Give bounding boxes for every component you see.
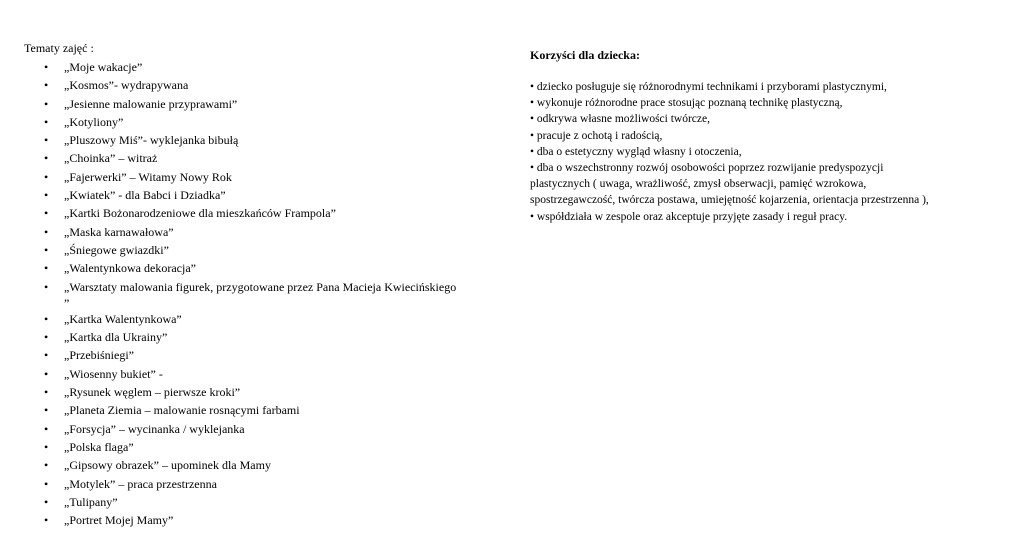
- bullet-icon: •: [44, 279, 49, 294]
- list-item: [24, 401, 534, 419]
- list-item: [24, 456, 534, 474]
- topic-label: „Jesienne malowanie przyprawami”: [64, 96, 238, 111]
- bullet-icon: •: [44, 133, 49, 148]
- bullet-icon: •: [44, 261, 49, 276]
- list-item: [24, 113, 534, 131]
- topics-title: Tematy zajęć :: [24, 41, 94, 55]
- list-item: [24, 438, 534, 456]
- bullet-icon: •: [44, 169, 49, 184]
- topic-label: „Portret Mojej Mamy”: [64, 513, 174, 528]
- list-item: [24, 493, 534, 511]
- topic-label: „Wiosenny bukiet” -: [64, 366, 163, 381]
- bullet-icon: •: [44, 60, 49, 74]
- topic-label: „Gipsowy obrazek” – upominek dla Mamy: [64, 458, 271, 473]
- topic-label: „Forsycja” – wycinanka / wyklejanka: [64, 421, 245, 436]
- topic-label: „Rysunek węglem – pierwsze kroki”: [64, 385, 241, 400]
- list-item: [24, 383, 534, 401]
- topic-label: „Śniegowe gwiazdki”: [64, 242, 169, 257]
- topic-label: „Tulipany”: [64, 494, 118, 509]
- bullet-icon: •: [44, 385, 49, 400]
- benefit-line: • dziecko posługuje się różnorodnymi technikami i przyborami plastycznymi,: [530, 81, 887, 93]
- list-item: [24, 475, 534, 493]
- topic-label: „Planeta Ziemia – malowanie rosnącymi farbami: [64, 403, 300, 418]
- topic-label-continuation: ”: [64, 295, 70, 310]
- benefit-line: plastycznych ( uwaga, wrażliwość, zmysł obserwacji, pamięć wzrokowa,: [530, 178, 867, 191]
- bullet-icon: •: [44, 96, 49, 111]
- topic-label: „Warsztaty malowania figurek, przygotowane przez Pana Macieja Kwiecińskiego: [64, 279, 457, 294]
- bullet-icon: •: [44, 403, 49, 418]
- bullet-icon: •: [44, 458, 49, 473]
- bullet-icon: •: [44, 242, 49, 257]
- list-item: [24, 186, 534, 204]
- list-item: [24, 420, 534, 438]
- benefit-line: • pracuje z ochotą i radością,: [530, 129, 663, 142]
- bullet-icon: •: [44, 421, 49, 436]
- benefit-line: spostrzegawczość, twórcza postawa, umiejętność kojarzenia, orientacja przestrzenna ),: [530, 194, 929, 207]
- topic-label: „Pluszowy Miś”- wyklejanka bibułą: [64, 133, 239, 148]
- bullet-icon: •: [44, 513, 49, 528]
- topic-label: „Walentynkowa dekoracja”: [64, 261, 196, 276]
- bullet-icon: •: [44, 78, 49, 93]
- bullet-icon: •: [44, 188, 49, 203]
- list-item: [24, 328, 534, 346]
- topics-section: [24, 40, 534, 529]
- list-item: [24, 365, 534, 383]
- list-item: [24, 168, 534, 186]
- benefit-line: • odkrywa własne możliwości twórcze,: [530, 113, 710, 126]
- topic-label: „Maska karnawałowa”: [64, 224, 174, 239]
- bullet-icon: •: [44, 224, 49, 239]
- list-item: [24, 149, 534, 167]
- topic-label: „Moje wakacje”: [64, 60, 143, 74]
- topic-label: „Fajerwerki” – Witamy Nowy Rok: [64, 169, 232, 184]
- bullet-icon: •: [44, 114, 49, 129]
- list-item: [24, 241, 534, 259]
- list-item: [24, 204, 534, 222]
- list-item: [24, 346, 534, 364]
- benefits-heading: Korzyści dla dziecka:: [530, 48, 640, 62]
- bullet-icon: •: [44, 348, 49, 363]
- topic-label: „Kwiatek” - dla Babci i Dziadka”: [64, 188, 226, 203]
- topic-label: „Polska flaga”: [64, 439, 134, 454]
- topic-label: „Choinka” – witraż: [64, 151, 158, 166]
- bullet-icon: •: [44, 476, 49, 491]
- bullet-icon: •: [44, 206, 49, 221]
- list-item: [24, 259, 534, 277]
- list-item: [24, 95, 534, 113]
- bullet-icon: •: [44, 439, 49, 454]
- list-item: [24, 58, 534, 76]
- list-item: [24, 131, 534, 149]
- topics-list: [24, 58, 534, 529]
- list-item: [24, 310, 534, 328]
- topic-label: „Kartka Walentynkowa”: [64, 311, 182, 326]
- bullet-icon: •: [44, 311, 49, 326]
- topic-label: „Kosmos”- wydrapywana: [64, 78, 189, 93]
- bullet-icon: •: [44, 494, 49, 509]
- benefit-line: • dba o estetyczny wygląd własny i otoczenia,: [530, 145, 742, 158]
- benefit-line: • dba o wszechstronny rozwój osobowości poprzez rozwijanie predyspozycji: [530, 162, 884, 175]
- topic-label: „Kotyliony”: [64, 114, 124, 129]
- topic-label: „Kartki Bożonarodzeniowe dla mieszkańców Frampola”: [64, 206, 336, 221]
- bullet-icon: •: [44, 366, 49, 381]
- topic-label: „Kartka dla Ukrainy”: [64, 330, 168, 345]
- list-item: [24, 76, 534, 94]
- list-item: [24, 511, 534, 529]
- list-item: [24, 278, 534, 310]
- benefit-line: • wykonuje różnorodne prace stosując poznaną technikę plastyczną,: [530, 97, 843, 110]
- benefits-section: [530, 47, 1020, 225]
- list-item: [24, 223, 534, 241]
- topic-label: „Przebiśniegi”: [64, 348, 134, 363]
- bullet-icon: •: [44, 330, 49, 345]
- bullet-icon: •: [44, 151, 49, 166]
- benefit-line: • współdziała w zespole oraz akceptuje przyjęte zasady i reguł pracy.: [530, 210, 848, 223]
- topic-label: „Motylek” – praca przestrzenna: [64, 476, 217, 491]
